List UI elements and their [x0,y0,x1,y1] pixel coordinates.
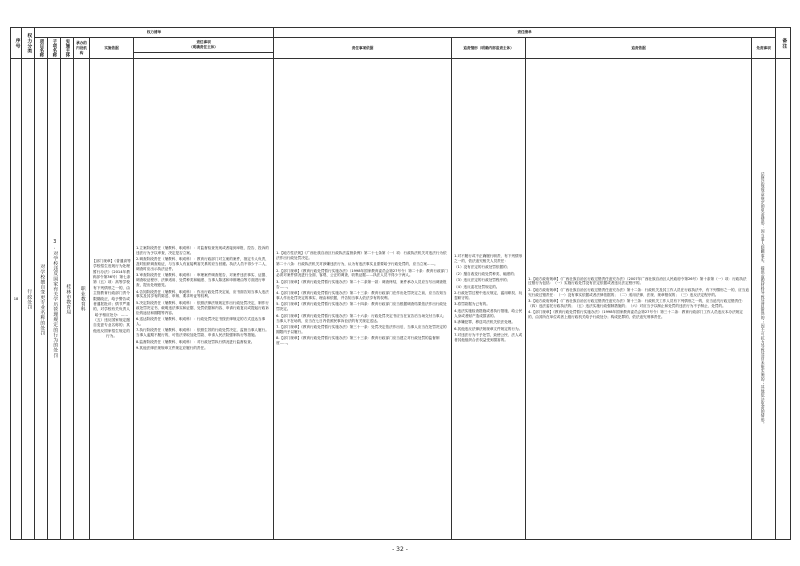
resp-basis-item: 第二十八条：行政执法机关对涉嫌违法行为，认为有违法事实且需要给予行政处罚的，应当立案……。 [276,262,438,267]
acc-situation-item: 1.对不履行或不正确履行职责、有下列情形之一的，依法追究相关人员责任： [454,254,523,263]
row-subject: 桂林市教育局 [61,59,74,540]
header-basis: 实施依据 [90,38,134,59]
header-resp-items-sub: （明确责任主体） [189,45,218,50]
resp-basis-item: 6.【部门规章】《教育行政处罚暂行实施办法》第二十六条：行政处罚决定书应当在宣告后当场交付当事人；当事人不在场的，应当在七日内依照民事诉讼法的有关规定送达。 [276,313,447,323]
resp-basis-item: 3.【部门规章】《教育行政处罚暂行实施办法》第二十二条第一款：调查终结，案件承办人员应当写出调查报告……。 [276,279,447,289]
acc-situation-item: 4.违法实施检查措施或者执行措施，给公民人身或者财产造成损害的。 [454,308,523,318]
resp-item: 1.立案阶段责任（屠教科、职成科）：对监督检查发现或者接到举报、控告、投诉的违法行为予以审查，决定是否立案。 [136,246,269,255]
acc-situation-item: 7.对违法行为不予处罚，致使公民、法人或者其他组织合法权益受到损害的。 [454,333,523,342]
resp-item: 6.送达阶段责任（屠教科、职成科）：行政处罚决定书按法律规定的方式送达当事人。 [136,316,266,326]
resp-item: 4.告知阶段责任（屠教科、职成科）：作出行政处罚决定前，应书面告知当事人违法事实及其享有的陈述、申辩、要求听证等权利。 [136,289,269,299]
resp-basis-item: 7.【部门规章】《教育行政处罚暂行实施办法》第三十一条：处罚决定依法作出后，当事人应当在处罚决定的期限内予以履行。 [276,324,447,334]
row-basis-text: 【部门规章】《普通高等学校招生违规行为处理暂行办法》（2014年教育部令第36号）第七条第（五）项：高等学校有下列情形之一的，由主管教育行政部门责令限期改正，给予警告或者通报批评；情节严重的，对学校有关负责人给予相应处分：……（五）违反国家规定擅自变更专业名称的；其他违反国家招生规定的行为。 [92,259,131,339]
acc-basis-item: 2.【地方政府规章】《广西壮族自治区行政过错责任追究办法》第十二条：行政机关及其工作人员在行政执法中，有下列情形之一的，应当追究行政过错责任：（一）没有事实依据或者法律依据的；（二）适用法律、法规、规章错误的；（三）违反法定程序的。 [528,287,749,297]
resp-basis-item: 1.【地方性法规】《广西壮族自治区行政执法监督条例》第二十七条第（一）项：行政执法机关对违法行为依法作出行政处罚决定。 [276,250,447,260]
header-category: 权力分类 [22,28,35,59]
power-responsibility-table [10,27,791,540]
header-internal-org: 承办的内设机构 [74,38,90,59]
resp-basis-item: 4.【部门规章】《教育行政处罚暂行实施办法》第二十三条：教育行政部门在作出处罚决定之前，应当告知当事人作出处罚决定的事实、理由和依据，并告知当事人依法享有的权利。 [276,291,447,300]
resp-item: 9.其他法律法规规章文件规定应履行的责任。 [136,345,208,350]
acc-situation-item: （2）擅自改变行政处罚种类、幅度的； [454,271,518,276]
header-exempt: 免责事项 [752,38,776,59]
row-seq: 18 [11,59,22,540]
header-resp-items [134,38,274,53]
header-project-name: 项目名称 [35,38,48,59]
header-sub-name: 子项名称 [48,38,61,59]
header-resp-list: 责任清单 [274,28,776,38]
row-acc-basis [526,59,752,540]
resp-item: 5.决定阶段责任（屠教科、职成科）：依照法律法规规定作出行政处罚决定，制作行政处罚决定书，载明违法事实和证据、处罚依据和内容、申请行政复议或提起行政诉讼的途径和期限等内容。 [136,300,269,315]
row-resp-basis [274,59,452,540]
row-internal-org: 职业教育科 [74,59,90,540]
row-remark [776,59,791,540]
resp-item: 8.监督阶段责任（屠教科、职成科）：对行政处罚执行情况进行监督检查。 [136,339,255,344]
resp-item: 3.审查阶段责任（屠教科、职成科）：审理案件调查报告，对案件违法事实、证据、调查取证程序、法律适用、处罚种类和幅度、当事人陈述和申辩理由等方面进行审查，提出处理意见。 [136,273,269,288]
header-remark: 备注 [776,28,791,59]
acc-situation-item: 2.行政处罚过程中违反规定，滥用职权、玩忽职守的。 [454,291,523,300]
acc-situation-item: （4）违反委托处罚规定的。 [454,284,500,289]
row-resp-items [134,59,274,540]
acc-situation-item: 5.涉嫌犯罪，移送司法机关依法处理。 [454,320,515,325]
row-basis [90,59,134,540]
acc-situation-item: （3）违反法定的行政处罚程序的； [454,278,511,283]
resp-basis-item: 8.【部门规章】《教育行政处罚暂行实施办法》第三十三条：教育行政部门应当建立对行政处罚的监督制度……。 [276,336,440,346]
header-power-list: 权力清单 [35,28,274,38]
header-resp-items-title: 责任事项 [196,40,211,45]
acc-situation-item: （1）没有法定的行政处罚依据的； [454,265,511,270]
header-seq: 序号 [11,28,22,59]
row-category: 行政处罚 [22,59,35,540]
row-sub-name: 3.对学校违反国家有关学历管理规定的行为的处罚 [48,59,61,540]
row-acc-situation [452,59,526,540]
acc-basis-item: 1.【地方政府规章】《广西壮族自治区行政过错责任追究办法》（2007年广西壮族自治区人民政府令第26号）第十条第（一）项：行政执法过错行为包括：（一）实施行政处罚没有法定依据或者违反法定程序的。 [528,276,747,286]
header-resp-basis: 责任事项依据 [274,38,452,59]
acc-situation-item: 3.将罚款据为己有的。 [454,302,490,307]
row-project-name: 对学校擅自变更专业名称的处罚 [35,59,48,540]
header-acc-basis: 追责依据 [526,38,752,59]
header-acc-situation: 追责情形（明确内部追责主体） [452,38,526,59]
acc-basis-item: 3.【地方政府规章】《广西壮族自治区行政过错责任追究办法》第十三条：行政机关工作人员有下列情形之一的，应当追究行政过错责任：（四）违法委托行政执法的；（五）违法实施行政强制措施的；（六）对应当予以制止和处罚的违法行为不予制止、处罚的。 [528,299,746,309]
acc-situation-item: 6.其他违反法律法规规章文件规定的行为。 [454,326,523,331]
resp-item: 7.执行阶段责任（屠教科、职成科）：依照生效的行政处罚决定，监督当事人履行。当事人逾期不履行的，可依法采取加处罚款、申请人民法院强制执行等措施。 [136,328,269,338]
resp-item: 2.调查阶段责任（屠教科、职成科）：教育行政部门对立案的案件，指定专人负责，及时组织调查取证，与当事人有直接利害关系的应当回避。执法人员不得少于二人，调查时应出示执法证件。 [136,257,269,271]
resp-basis-item: 5.【部门规章】《教育行政处罚暂行实施办法》第二十四条：教育行政部门应当根据调查结果依法作出行政处罚决定。 [276,302,447,312]
resp-basis-item: 2.【部门规章】《教育行政处罚暂行实施办法》（1998年国家教育委员会第27号令）第二十条：教育行政部门必须对案件情况进行全面、客观、公正的调查，收集证据……执法人员不得少于两人。 [276,268,448,278]
acc-basis-item: 4.【部门规章】《教育行政处罚暂行实施办法》（1998年国家教育委员会第27号令）第三十二条：教育行政部门工作人员违反本办法规定的，由其所在单位或者上级行政机关给予行政处分；构成犯罪的，依法追究刑事责任。 [528,310,743,320]
row-exempt: 法律法规规章规定的免责情形：因当事人隐瞒事实、提供虚假材料导致处罚错误的；因不可抗力导致处罚未能实施的；其他依法免责的情形。 [752,59,776,540]
page-number: - 32 - [392,546,408,553]
header-subject: 实施主体 [61,38,74,59]
